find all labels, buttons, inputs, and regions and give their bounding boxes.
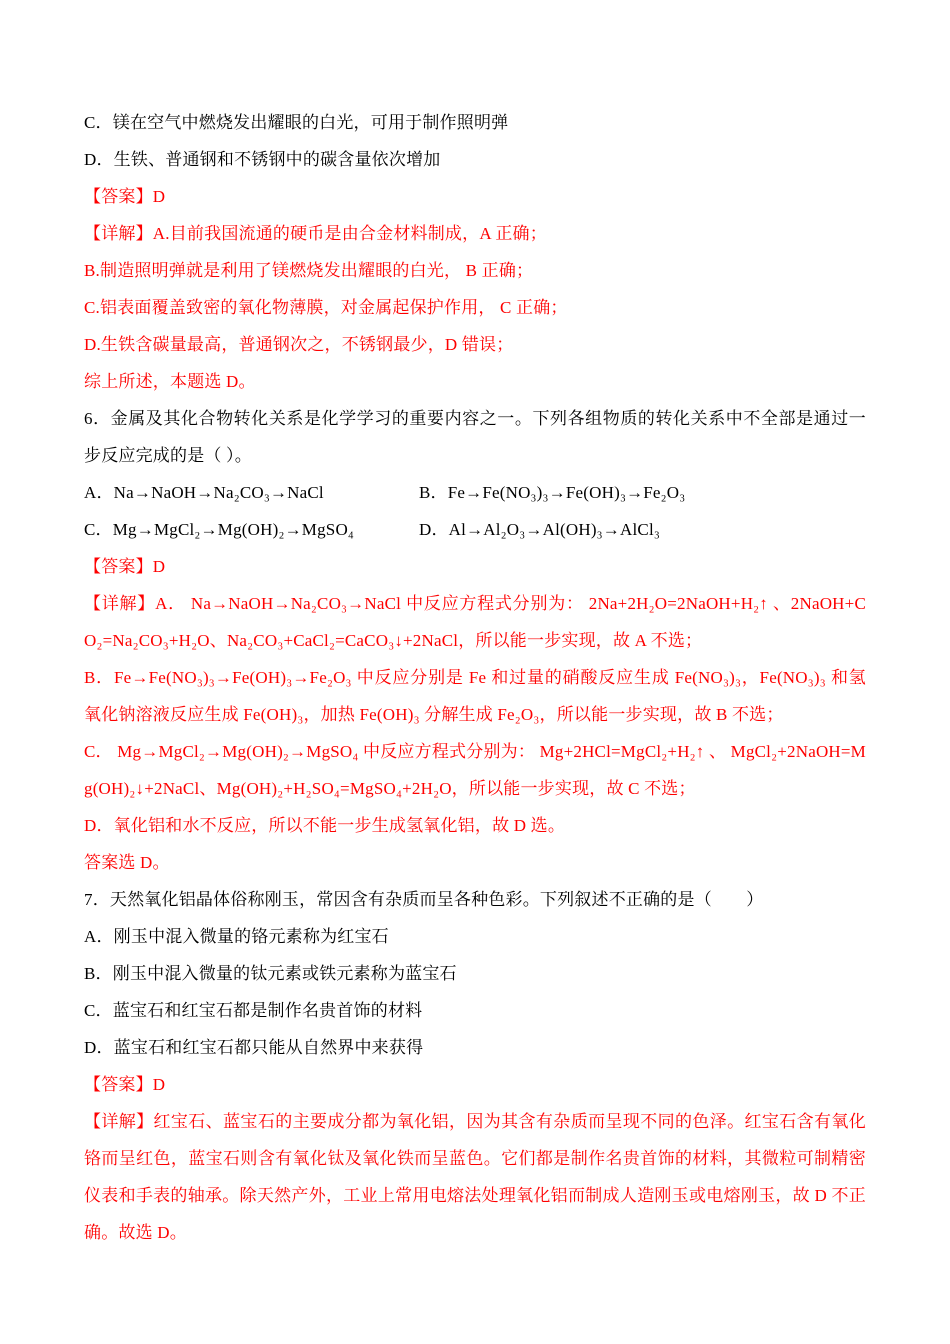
q6-explanation-a: 【详解】A． Na→NaOH→Na₂CO₃→NaCl 中反应方程式分别为： 2Na+2H₂O=2NaOH+H₂↑ 、2NaOH+CO₂=Na₂CO₃+H₂O、Na₂CO₃+CaCl₂=CaCO₃↓+2NaCl，所以能一步实现，故 A 不选；: [84, 594, 866, 650]
q5-explanation-a: 【详解】A.目前我国流通的硬币是由合金材料制成，A 正确；: [84, 224, 547, 243]
q6-options-row-cd-col-0: C．Mg→MgCl₂→Mg(OH)₂→MgSO₄: [84, 520, 355, 539]
q6-options-row-ab-col-0: A．Na→NaOH→Na₂CO₃→NaCl: [84, 483, 324, 502]
q7-explanation: 【详解】红宝石、蓝宝石的主要成分都为氧化铝，因为其含有杂质而呈现不同的色泽。红宝石含有氧化铬而呈红色，蓝宝石则含有氧化钛及氧化铁而呈蓝色。它们都是制作名贵首饰的材料，其微粒可制精密仪表和手表的轴承。除天然产外，工业上常用电熔法处理氧化铝而制成人造刚玉或电熔刚玉，故 D 不正确。故选 D。: [84, 1112, 866, 1242]
q5-explanation-summary: 综上所述，本题选 D。: [84, 372, 256, 391]
q5-option-c: C．镁在空气中燃烧发出耀眼的白光，可用于制作照明弹: [84, 113, 509, 132]
q5-explanation-b: B.制造照明弹就是利用了镁燃烧发出耀眼的白光， B 正确；: [84, 261, 534, 280]
q7-stem: 7．天然氧化铝晶体俗称刚玉，常因含有杂质而呈各种色彩。下列叙述不正确的是（ ）: [84, 890, 764, 909]
q7-answer-line: 【答案】D: [84, 1075, 166, 1094]
q7-option-a: A．刚玉中混入微量的铬元素称为红宝石: [84, 927, 389, 946]
q6-options-row-ab: [84, 474, 866, 511]
q5-explanation-c: C.铝表面覆盖致密的氧化物薄膜，对金属起保护作用， C 正确；: [84, 298, 568, 317]
q5-answer-line: 【答案】D: [84, 187, 166, 206]
q6-options-row-ab-col-1: B．Fe→Fe(NO₃)₃→Fe(OH)₃→Fe₂O₃: [419, 483, 686, 502]
q6-options-row-cd-col-1: D．Al→Al₂O₃→Al(OH)₃→AlCl₃: [419, 520, 660, 539]
document-body: [84, 104, 866, 1251]
q6-answer-line: 【答案】D: [84, 557, 166, 576]
q6-options-row-cd: [84, 511, 866, 548]
q6-explanation-b: B．Fe→Fe(NO₃)₃→Fe(OH)₃→Fe₂O₃ 中反应分别是 Fe 和过量的硝酸反应生成 Fe(NO₃)₃，Fe(NO₃)₃ 和氢氧化钠溶液反应生成 Fe(OH)₃，加热 Fe(OH)₃ 分解生成 Fe₂O₃，所以能一步实现，故 B 不选；: [84, 668, 866, 724]
q7-option-b: B．刚玉中混入微量的钛元素或铁元素称为蓝宝石: [84, 964, 457, 983]
q6-explanation-d: D．氧化铝和水不反应，所以不能一步生成氢氧化铝，故 D 选。: [84, 816, 566, 835]
q6-explanation-summary: 答案选 D。: [84, 853, 170, 872]
q6-explanation-c: C． Mg→MgCl₂→Mg(OH)₂→MgSO₄ 中反应方程式分别为： Mg+2HCl=MgCl₂+H₂↑ 、 MgCl₂+2NaOH=Mg(OH)₂↓+2NaCl、Mg(OH)₂+H₂SO₄=MgSO₄+2H₂O，所以能一步实现，故 C 不选；: [84, 742, 866, 798]
q7-option-c: C．蓝宝石和红宝石都是制作名贵首饰的材料: [84, 1001, 423, 1020]
q5-explanation-d: D.生铁含碳量最高，普通钢次之，不锈钢最少，D 错误；: [84, 335, 514, 354]
q7-option-d: D．蓝宝石和红宝石都只能从自然界中来获得: [84, 1038, 424, 1057]
q6-stem: 6．金属及其化合物转化关系是化学学习的重要内容之一。下列各组物质的转化关系中不全部是通过一步反应完成的是（ ）。: [84, 409, 866, 465]
q5-option-d: D．生铁、普通钢和不锈钢中的碳含量依次增加: [84, 150, 441, 169]
